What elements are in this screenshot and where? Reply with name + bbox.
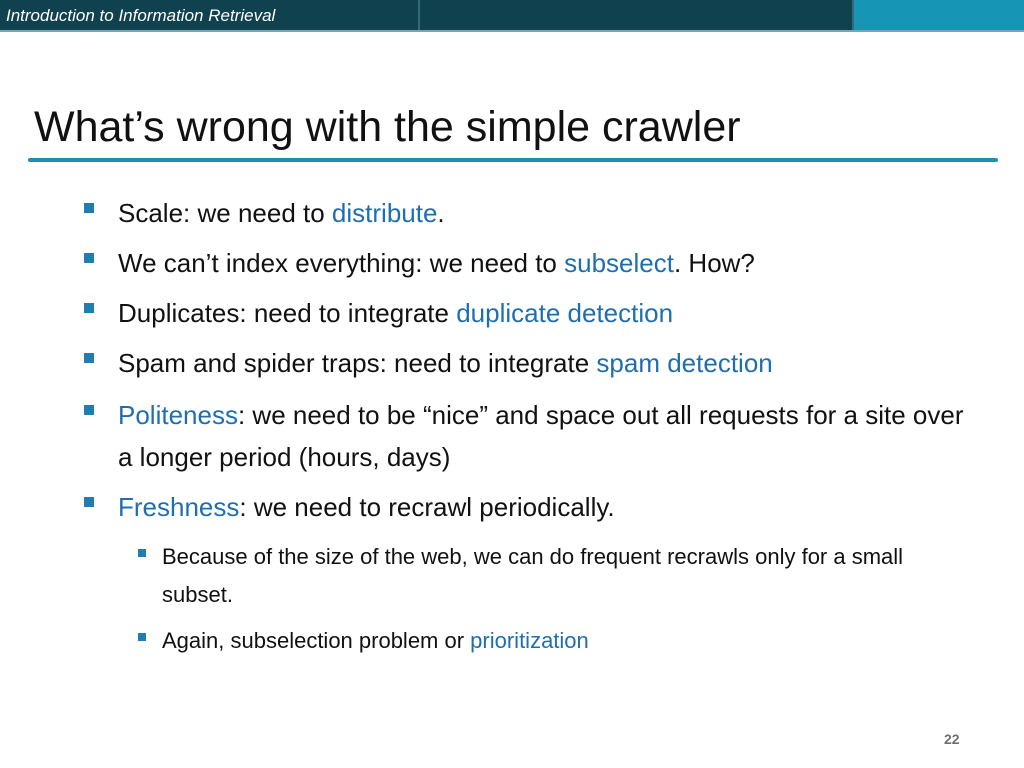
highlight-term: Freshness (118, 492, 240, 522)
bullet-text: We can’t index everything: we need to subselect. How? (118, 248, 755, 278)
highlight-term: prioritization (470, 628, 589, 653)
square-bullet-icon (84, 497, 94, 507)
square-bullet-icon (84, 405, 94, 415)
title-divider (28, 158, 998, 162)
slide-title: What’s wrong with the simple crawler (34, 103, 741, 151)
bullet-text: Spam and spider traps: need to integrate spam detection (118, 348, 773, 378)
header-underline (0, 30, 1024, 32)
bullet-text: Duplicates: need to integrate duplicate detection (118, 298, 674, 328)
square-bullet-icon (84, 303, 94, 313)
highlight-term: subselect (564, 248, 674, 278)
sub-bullet-text: Again, subselection problem or prioritization (162, 628, 589, 653)
header-bar (0, 0, 1024, 32)
square-bullet-icon (138, 549, 146, 557)
sub-bullet-text: Because of the size of the web, we can do frequent recrawls only for a small subset. (162, 544, 904, 607)
square-bullet-icon (84, 203, 94, 213)
square-bullet-icon (84, 253, 94, 263)
bullet-text: Politeness: we need to be “nice” and space out all requests for a site over a longer period (hours, days) (118, 400, 964, 472)
bullet-text: Scale: we need to distribute. (118, 198, 445, 228)
highlight-term: spam detection (596, 348, 773, 378)
bullet-text: Freshness: we need to recrawl periodically. (118, 492, 615, 522)
header-divider (418, 0, 420, 32)
header-accent-block (854, 0, 1024, 32)
highlight-term: duplicate detection (456, 298, 674, 328)
square-bullet-icon (138, 633, 146, 641)
highlight-term: Politeness (118, 400, 238, 430)
highlight-term: distribute (331, 198, 438, 228)
page-number: 22 (944, 731, 960, 747)
square-bullet-icon (84, 353, 94, 363)
course-title: Introduction to Information Retrieval (6, 6, 276, 25)
